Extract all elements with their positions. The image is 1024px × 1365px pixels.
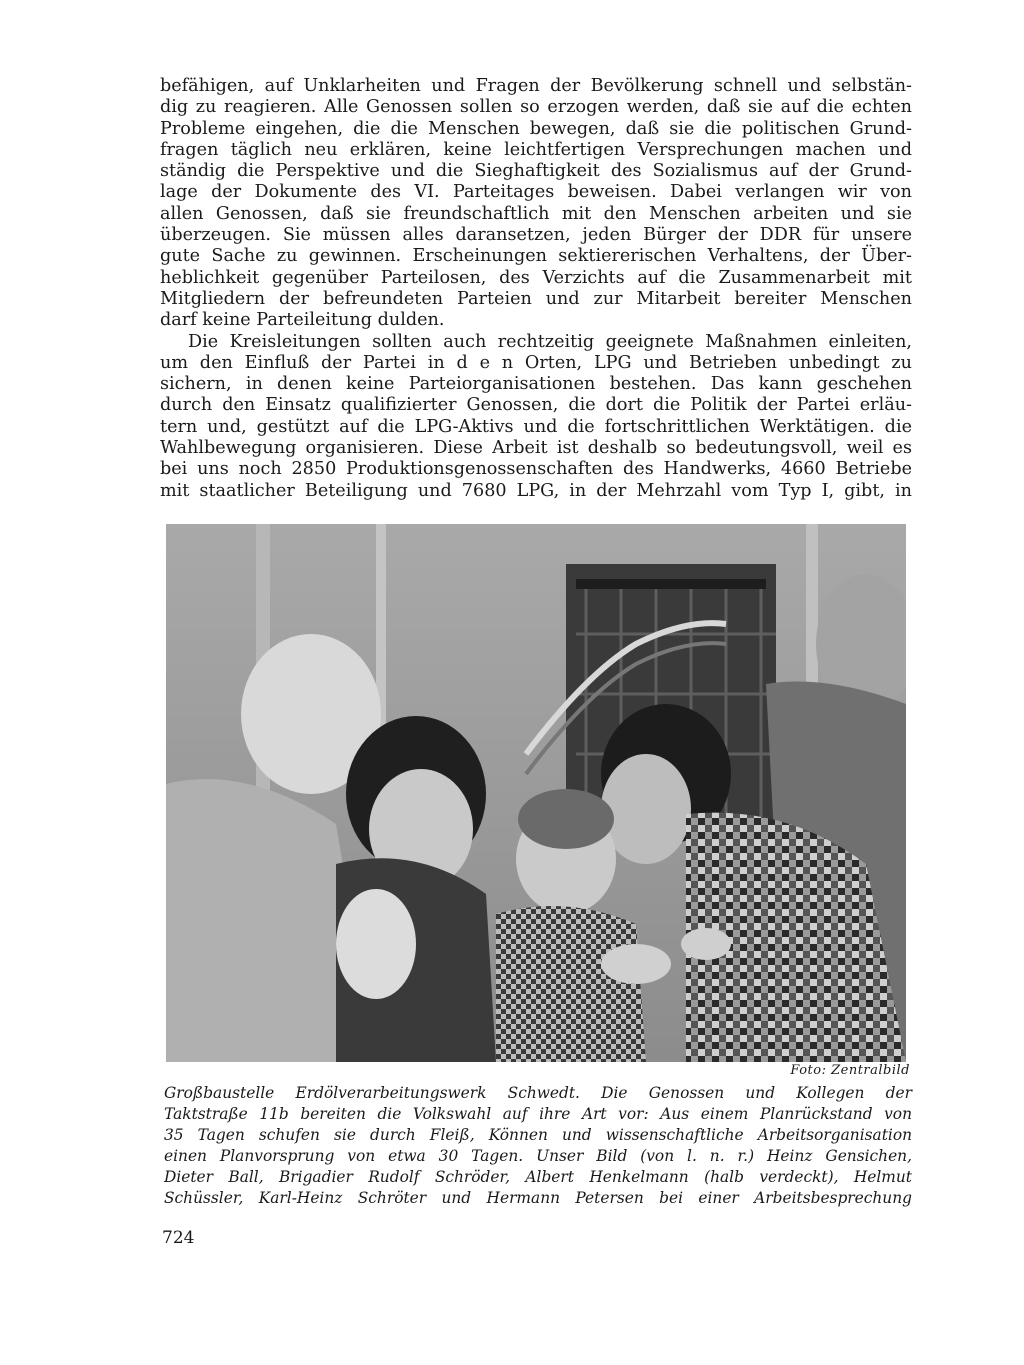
text-line: Mitgliedern der befreundeten Parteien und zur Mitarbeit bereiter Menschen [160,288,912,309]
text-line: um den Einfluß der Partei in d e n Orten, LPG und Betrieben unbedingt zu [160,352,912,373]
body-text [160,76,912,502]
caption-line: Großbaustelle Erdölverarbeitungswerk Schwedt. Die Genossen und Kollegen der [164,1084,912,1102]
text-line: Probleme eingehen, die die Menschen bewegen, daß sie die politischen Grund- [160,118,912,139]
photograph-workers-meeting [166,524,906,1062]
text-line: Wahlbewegung organisieren. Diese Arbeit ist deshalb so bedeutungsvoll, weil es [160,438,912,459]
text-line: mit staatlicher Beteiligung und 7680 LPG, in der Mehrzahl vom Typ I, gibt, in [160,480,912,501]
text-line: tern und, gestützt auf die LPG-Aktivs und die fortschrittlichen Werktätigen. die [160,416,912,437]
caption-line: 35 Tagen schufen sie durch Fleiß, Können und wissenschaftliche Arbeitsorganisation [164,1126,912,1144]
text-line: überzeugen. Sie müssen alles daransetzen, jeden Bürger der DDR für unsere [160,225,912,246]
photo-credit: Foto: Zentralbild [790,1063,910,1078]
text-line: darf keine Parteileitung dulden. [160,310,445,331]
text-line: heblichkeit gegenüber Parteilosen, des Verzichts auf die Zusammenarbeit mit [160,267,912,288]
text-line: allen Genossen, daß sie freundschaftlich mit den Menschen arbeiten und sie [160,203,912,224]
text-line: fragen täglich neu erklären, keine leichtfertigen Versprechungen machen und [160,139,912,160]
photo-illustration [166,524,906,1062]
paragraph-2 [160,332,912,502]
text-line: lage der Dokumente des VI. Parteitages beweisen. Dabei verlangen wir von [160,182,912,203]
text-line: befähigen, auf Unklarheiten und Fragen der Bevölkerung schnell und selbstän- [160,76,912,96]
caption-line: Schüssler, Karl-Heinz Schröter und Hermann Petersen bei einer Arbeitsbesprechung [164,1189,912,1207]
text-line: ständig die Perspektive und die Sieghaftigkeit des Sozialismus auf der Grund- [160,161,912,182]
photo-caption [164,1083,912,1209]
text-line: dig zu reagieren. Alle Genossen sollen so erzogen werden, daß sie auf die echten [160,97,912,118]
text-line: durch den Einsatz qualifizierter Genossen, die dort die Politik der Partei erläu- [160,395,912,416]
caption-line: Dieter Ball, Brigadier Rudolf Schröder, Albert Henkelmann (halb verdeckt), Helmut [164,1168,912,1186]
paragraph-1 [160,76,912,332]
text-line: Die Kreisleitungen sollten auch rechtzeitig geeignete Maßnahmen einleiten, [188,331,912,352]
caption-line: einen Planvorsprung von etwa 30 Tagen. Unser Bild (von l. n. r.) Heinz Gensichen, [164,1147,912,1165]
page-number: 724 [162,1228,195,1248]
text-line: bei uns noch 2850 Produktionsgenossenschaften des Handwerks, 4660 Betriebe [160,459,912,480]
caption-line: Taktstraße 11b bereiten die Volkswahl auf ihre Art vor: Aus einem Planrückstand von [164,1105,912,1123]
text-line: sichern, in denen keine Parteiorganisationen bestehen. Das kann geschehen [160,374,912,395]
text-line: gute Sache zu gewinnen. Erscheinungen sektiererischen Verhaltens, der Über- [160,246,912,267]
